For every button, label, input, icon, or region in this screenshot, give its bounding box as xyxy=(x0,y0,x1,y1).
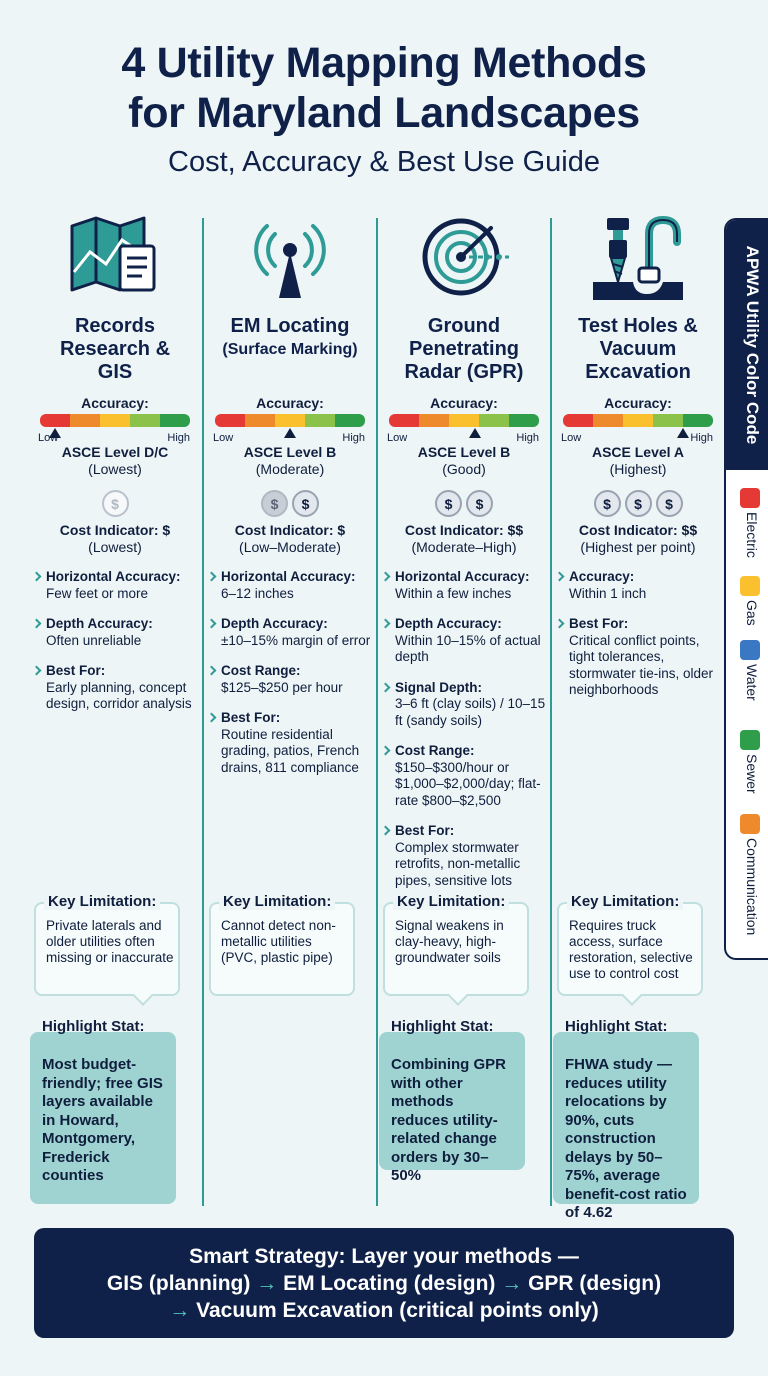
smart-strategy-banner xyxy=(34,1228,734,1338)
cost-coins xyxy=(28,490,202,518)
accuracy-segment xyxy=(563,414,593,427)
accuracy-scale xyxy=(389,414,539,427)
legend-title: APWA Utility Color Code xyxy=(743,245,762,445)
dollar-coin-icon: $ xyxy=(102,490,129,517)
detail-item xyxy=(381,569,551,602)
detail-item xyxy=(32,663,202,713)
legend-swatch xyxy=(740,488,760,508)
method-title xyxy=(377,315,551,384)
accuracy-high-label: High xyxy=(342,432,365,444)
highlight-stat-label: Highlight Stat: xyxy=(565,1018,668,1035)
arrow-right-icon: → xyxy=(169,1299,191,1322)
cost-coins xyxy=(551,490,725,518)
method-title-text: Records Research & GIS xyxy=(59,315,171,383)
asce-level-text: ASCE Level B xyxy=(243,444,337,460)
detail-item xyxy=(207,569,377,602)
strategy-step-em: EM Locating (design) xyxy=(283,1272,496,1295)
cost-indicator-note: (Lowest) xyxy=(88,539,142,555)
dollar-coin-icon: $ xyxy=(656,490,683,517)
highlight-stat-box xyxy=(30,1032,176,1204)
page-title xyxy=(0,38,768,138)
detail-item xyxy=(555,616,725,699)
strategy-step-gis: GIS (planning) xyxy=(106,1272,251,1295)
key-limitation-text: Requires truck access, surface restoration, selective use to control cost xyxy=(569,918,693,981)
cost-indicator-note: (Highest per point) xyxy=(580,539,696,555)
cost-indicator-text: Cost Indicator: $$ xyxy=(404,522,524,538)
cost-coins xyxy=(377,490,551,518)
detail-text: 6–12 inches xyxy=(221,585,294,601)
key-limitation-text: Cannot detect non-metallic utilities (PVC, plastic pipe) xyxy=(221,918,336,965)
asce-level-note: (Moderate) xyxy=(255,461,325,477)
highlight-stat-box xyxy=(553,1032,699,1221)
key-limitation-label: Key Limitation: xyxy=(393,893,509,910)
key-limitation-box xyxy=(557,893,703,996)
asce-level-text: ASCE Level D/C xyxy=(61,444,169,460)
highlight-stat-box xyxy=(379,1032,525,1184)
method-column-gpr xyxy=(377,212,551,1212)
highlight-stat-text: Most budget-friendly; free GIS layers available in Howard, Montgomery, Frederick counties xyxy=(42,1056,163,1184)
asce-level-text: ASCE Level B xyxy=(417,444,511,460)
map-document-icon xyxy=(28,212,202,307)
detail-item xyxy=(207,710,377,776)
key-limitation-text: Signal weakens in clay-heavy, high-groundwater soils xyxy=(395,918,504,965)
detail-text: Routine residential grading, patios, French drains, 811 compliance xyxy=(221,726,360,775)
strategy-line-3 xyxy=(34,1297,734,1324)
method-title-text: Ground Penetrating Radar (GPR) xyxy=(404,315,524,383)
accuracy-segment xyxy=(593,414,623,427)
key-limitation-box xyxy=(34,893,180,996)
cost-indicator-text: Cost Indicator: $$ xyxy=(578,522,698,538)
highlight-stat-label: Highlight Stat: xyxy=(391,1018,494,1035)
detail-heading: Horizontal Accuracy: xyxy=(395,569,530,584)
detail-heading: Cost Range: xyxy=(395,743,475,758)
dollar-coin-icon: $ xyxy=(625,490,652,517)
method-column-vacuum-excavation xyxy=(551,212,725,1221)
cost-indicator-text: Cost Indicator: $ xyxy=(59,522,171,538)
detail-text: 3–6 ft (clay soils) / 10–15 ft (sandy soils) xyxy=(395,696,546,728)
arrow-right-icon: → xyxy=(256,1272,278,1295)
asce-level-note: (Highest) xyxy=(609,461,667,477)
detail-heading: Best For: xyxy=(395,823,455,838)
accuracy-label: Accuracy: xyxy=(256,395,324,411)
excavation-drill-icon xyxy=(551,212,725,307)
legend-swatch xyxy=(740,730,760,750)
accuracy-marker xyxy=(284,428,296,438)
accuracy-segment xyxy=(623,414,653,427)
detail-heading: Best For: xyxy=(221,710,281,725)
detail-text: Complex stormwater retrofits, non-metallic pipes, sensitive lots xyxy=(395,839,521,888)
radar-icon xyxy=(377,212,551,307)
method-details xyxy=(207,569,377,790)
accuracy-segment xyxy=(245,414,275,427)
method-title xyxy=(203,315,377,361)
detail-heading: Cost Range: xyxy=(221,663,301,678)
detail-heading: Accuracy: xyxy=(569,569,635,584)
cost-indicator xyxy=(28,522,202,556)
dollar-coin-icon: $ xyxy=(435,490,462,517)
cost-indicator xyxy=(203,522,377,556)
accuracy-label: Accuracy: xyxy=(81,395,149,411)
legend-label: Water xyxy=(744,664,760,701)
legend-swatch xyxy=(740,576,760,596)
accuracy-segment xyxy=(215,414,245,427)
accuracy-segment xyxy=(449,414,479,427)
key-limitation-label: Key Limitation: xyxy=(44,893,160,910)
asce-level xyxy=(203,444,377,478)
legend-label: Electric xyxy=(744,512,760,558)
accuracy-high-label: High xyxy=(516,432,539,444)
method-title-text: EM Locating xyxy=(230,315,350,337)
asce-level-text: ASCE Level A xyxy=(591,444,685,460)
detail-text: Within a few inches xyxy=(395,585,512,601)
method-details xyxy=(555,569,725,713)
cost-indicator-note: (Low–Moderate) xyxy=(239,539,341,555)
dollar-coin-icon: $ xyxy=(466,490,493,517)
detail-item xyxy=(32,616,202,649)
dollar-coin-icon: $ xyxy=(292,490,319,517)
accuracy-segment xyxy=(509,414,539,427)
accuracy-label: Accuracy: xyxy=(604,395,672,411)
strategy-step-gpr: GPR (design) xyxy=(528,1272,662,1295)
method-subtitle: (Surface Marking) xyxy=(222,341,358,358)
accuracy-segment xyxy=(160,414,190,427)
accuracy-segment xyxy=(335,414,365,427)
detail-heading: Depth Accuracy: xyxy=(221,616,328,631)
page-title-line-2: for Maryland Landscapes xyxy=(128,89,640,137)
detail-item xyxy=(32,569,202,602)
method-column-records-gis xyxy=(28,212,202,1212)
detail-item xyxy=(555,569,725,602)
cost-indicator xyxy=(377,522,551,556)
callout-tail xyxy=(133,986,153,1006)
method-column-em-locating xyxy=(203,212,377,1212)
legend-swatch xyxy=(740,814,760,834)
method-title-text: Test Holes & Vacuum Excavation xyxy=(578,315,698,383)
asce-level xyxy=(28,444,202,478)
detail-text: $150–$300/hour or $1,000–$2,000/day; flat-rate $800–$2,500 xyxy=(395,759,541,808)
legend-label: Gas xyxy=(744,600,760,626)
key-limitation-box xyxy=(209,893,355,996)
detail-item xyxy=(381,680,551,730)
method-details xyxy=(381,569,551,903)
detail-text: Within 1 inch xyxy=(569,585,647,601)
cost-indicator-note: (Moderate–High) xyxy=(411,539,517,555)
method-title xyxy=(551,315,725,384)
detail-heading: Best For: xyxy=(569,616,629,631)
accuracy-low-label: Low xyxy=(387,432,408,444)
accuracy-segment xyxy=(305,414,335,427)
detail-item xyxy=(381,823,551,889)
key-limitation-box xyxy=(383,893,529,996)
highlight-stat-text: Combining GPR with other methods reduces utility-related change orders by 30–50% xyxy=(391,1056,506,1184)
arrow-right-icon: → xyxy=(501,1272,523,1295)
strategy-line-1: Smart Strategy: Layer your methods — xyxy=(189,1245,579,1268)
cost-indicator-text: Cost Indicator: $ xyxy=(234,522,346,538)
accuracy-segment xyxy=(70,414,100,427)
detail-heading: Best For: xyxy=(46,663,106,678)
accuracy-low-label: Low xyxy=(561,432,582,444)
accuracy-segment xyxy=(100,414,130,427)
accuracy-scale xyxy=(563,414,713,427)
accuracy-segment xyxy=(683,414,713,427)
legend-swatch xyxy=(740,640,760,660)
asce-level-note: (Lowest) xyxy=(88,461,142,477)
detail-heading: Depth Accuracy: xyxy=(395,616,502,631)
accuracy-scale xyxy=(215,414,365,427)
method-details xyxy=(32,569,202,727)
detail-text: Often unreliable xyxy=(46,632,142,648)
accuracy-marker xyxy=(677,428,689,438)
detail-heading: Depth Accuracy: xyxy=(46,616,153,631)
dollar-coin-icon: $ xyxy=(261,490,288,517)
key-limitation-label: Key Limitation: xyxy=(219,893,335,910)
asce-level xyxy=(551,444,725,478)
accuracy-segment xyxy=(419,414,449,427)
strategy-step-vacuum: Vacuum Excavation (critical points only) xyxy=(196,1299,599,1322)
detail-heading: Horizontal Accuracy: xyxy=(221,569,356,584)
accuracy-low-label: Low xyxy=(213,432,234,444)
page-title-line-1: 4 Utility Mapping Methods xyxy=(121,39,647,87)
callout-tail xyxy=(448,986,468,1006)
method-title xyxy=(28,315,202,384)
legend-header xyxy=(726,220,768,470)
callout-tail xyxy=(622,986,642,1006)
accuracy-high-label: High xyxy=(167,432,190,444)
cost-coins xyxy=(203,490,377,518)
detail-text: Within 10–15% of actual depth xyxy=(395,632,541,664)
detail-item xyxy=(207,663,377,696)
page-subtitle: Cost, Accuracy & Best Use Guide xyxy=(168,146,600,178)
asce-level xyxy=(377,444,551,478)
detail-heading: Signal Depth: xyxy=(395,679,482,695)
accuracy-marker xyxy=(469,428,481,438)
accuracy-segment xyxy=(275,414,305,427)
detail-heading: Horizontal Accuracy: xyxy=(46,569,181,584)
highlight-stat-text: FHWA study — reduces utility relocations by 90%, cuts construction delays by 50–75%, average benefit-cost ratio of 4.62 xyxy=(565,1056,687,1221)
strategy-line-2 xyxy=(34,1270,734,1297)
detail-text: $125–$250 per hour xyxy=(221,679,343,695)
accuracy-segment xyxy=(40,414,70,427)
detail-item xyxy=(207,616,377,649)
accuracy-high-label: High xyxy=(690,432,713,444)
legend-label: Sewer xyxy=(744,754,760,794)
accuracy-segment xyxy=(479,414,509,427)
detail-item xyxy=(381,743,551,809)
accuracy-scale xyxy=(40,414,190,427)
accuracy-low-label: Low xyxy=(38,432,59,444)
signal-antenna-icon xyxy=(203,212,377,307)
dollar-coin-icon: $ xyxy=(594,490,621,517)
legend-label: Communication xyxy=(744,838,760,936)
color-code-legend xyxy=(724,218,768,960)
detail-item xyxy=(381,616,551,666)
accuracy-segment xyxy=(653,414,683,427)
key-limitation-text: Private laterals and older utilities often missing or inaccurate xyxy=(46,918,174,965)
accuracy-segment xyxy=(389,414,419,427)
detail-text: Early planning, concept design, corridor analysis xyxy=(46,679,192,711)
accuracy-segment xyxy=(130,414,160,427)
cost-indicator xyxy=(551,522,725,556)
asce-level-note: (Good) xyxy=(442,461,486,477)
accuracy-label: Accuracy: xyxy=(430,395,498,411)
detail-text: Critical conflict points, tight tolerances, stormwater tie-ins, older neighborhoods xyxy=(569,632,714,697)
key-limitation-label: Key Limitation: xyxy=(567,893,683,910)
detail-text: Few feet or more xyxy=(46,585,149,601)
highlight-stat-label: Highlight Stat: xyxy=(42,1018,145,1035)
detail-text: ±10–15% margin of error xyxy=(221,632,371,648)
